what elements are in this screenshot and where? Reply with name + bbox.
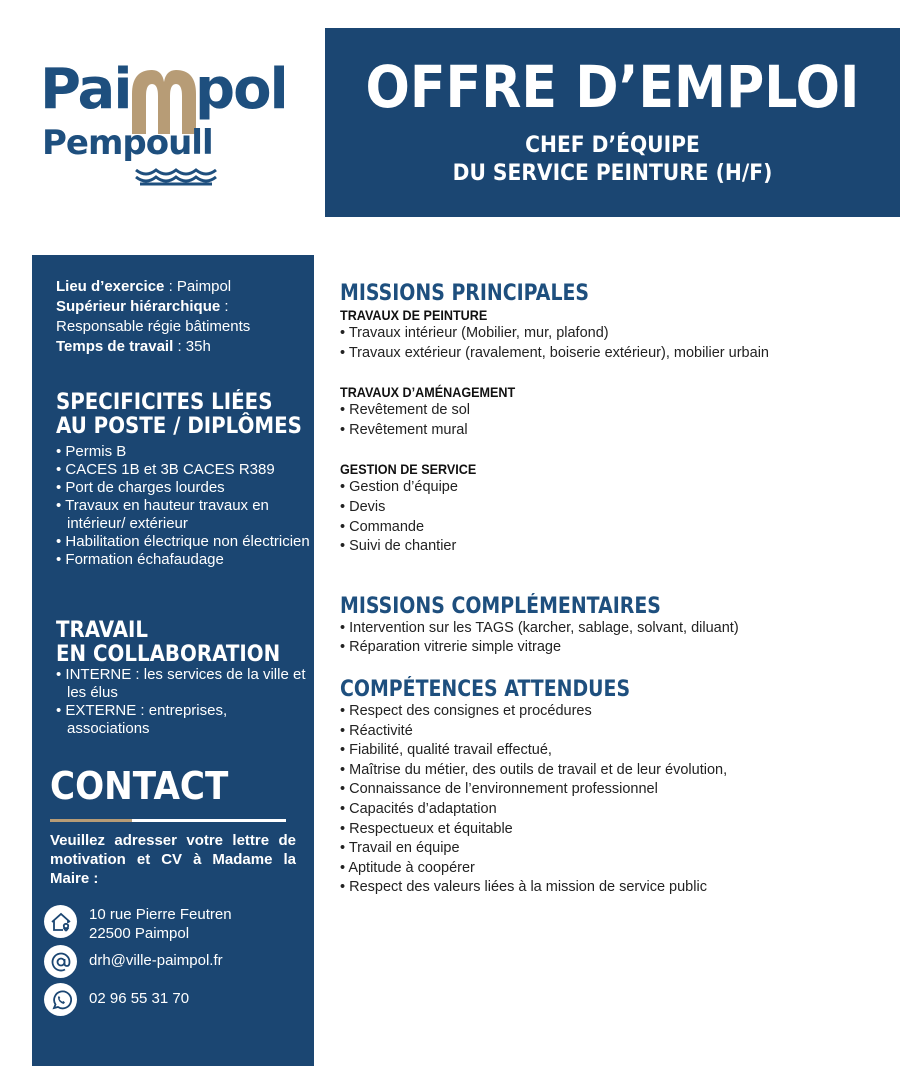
logo-text-pol: pol — [195, 57, 287, 122]
group-heading-gestion: GESTION DE SERVICE — [340, 461, 477, 478]
logo-text-pempoull: Pempoull — [42, 123, 213, 163]
collaboration-heading-line2: EN COLLABORATION — [56, 642, 281, 667]
peinture-list — [340, 324, 895, 363]
list-item: • Respect des valeurs liées à la mission de service public — [340, 878, 895, 898]
list-item: • Travail en équipe — [340, 839, 895, 859]
amenagement-list — [340, 401, 895, 440]
list-item: • Aptitude à coopérer — [340, 859, 895, 879]
info-lieu-label: Lieu d’exercice — [56, 278, 165, 295]
list-item: • Habilitation électrique non électricien — [56, 533, 311, 551]
list-item: • Gestion d’équipe — [340, 478, 895, 498]
collaboration-list — [56, 666, 311, 738]
specificites-heading-line1: SPECIFICITES LIÉES — [56, 390, 273, 415]
info-superieur-label: Supérieur hiérarchique — [56, 298, 221, 315]
info-superieur: Supérieur hiérarchique : — [56, 298, 229, 315]
info-lieu-value: Paimpol — [176, 278, 232, 295]
header-banner — [325, 28, 900, 217]
list-item: • Travaux en hauteur travaux en intérieur/ extérieur — [56, 497, 311, 533]
phone-number[interactable]: 02 96 55 31 70 — [89, 990, 190, 1007]
list-item: • EXTERNE : entreprises, associations — [56, 702, 311, 738]
info-lieu: Lieu d’exercice : Paimpol — [56, 278, 232, 295]
email-link[interactable]: drh@ville-paimpol.fr — [89, 952, 223, 969]
list-item: • Revêtement de sol — [340, 401, 895, 421]
contact-phone — [44, 983, 189, 1016]
contact-heading: CONTACT — [50, 764, 229, 808]
collaboration-heading-line1: TRAVAIL — [56, 618, 149, 643]
competences-list — [340, 702, 895, 898]
list-item: • Port de charges lourdes — [56, 479, 311, 497]
house-location-icon — [44, 905, 77, 938]
specificites-list — [56, 443, 311, 569]
missions-principales-heading: MISSIONS PRINCIPALES — [340, 281, 590, 306]
list-item: • Réparation vitrerie simple vitrage — [340, 638, 895, 658]
list-item: • Revêtement mural — [340, 421, 895, 441]
job-title — [348, 132, 877, 189]
list-item: • Connaissance de l’environnement professionnel — [340, 780, 895, 800]
info-temps-value: 35h — [185, 338, 211, 355]
contact-instructions: Veuillez adresser votre lettre de motivation et CV à Madame la Maire : — [50, 832, 296, 887]
at-sign-icon — [44, 945, 77, 978]
logo-waves-icon — [134, 166, 218, 188]
address-line2: 22500 Paimpol — [89, 925, 190, 942]
specificites-heading — [56, 391, 302, 439]
list-item: • Fiabilité, qualité travail effectué, — [340, 741, 895, 761]
page-title: OFFRE D’EMPLOI — [365, 53, 860, 121]
job-title-line2: DU SERVICE PEINTURE (H/F) — [452, 161, 773, 187]
address-line1: 10 rue Pierre Feutren — [89, 906, 232, 923]
missions-complementaires-heading: MISSIONS COMPLÉMENTAIRES — [340, 593, 661, 619]
list-item: • INTERNE : les services de la ville et les élus — [56, 666, 311, 702]
list-item: • Intervention sur les TAGS (karcher, sablage, solvant, diluant) — [340, 619, 895, 639]
list-item: • Travaux intérieur (Mobilier, mur, plafond) — [340, 324, 895, 344]
list-item: • Maîtrise du métier, des outils de travail et de leur évolution, — [340, 761, 895, 781]
info-temps-label: Temps de travail — [56, 338, 174, 355]
job-info — [56, 277, 250, 357]
info-superieur-value: Responsable régie bâtiments — [56, 318, 251, 335]
contact-email — [44, 945, 223, 978]
info-temps: Temps de travail : 35h — [56, 338, 211, 355]
group-heading-amenagement: TRAVAUX D’AMÉNAGEMENT — [340, 384, 516, 401]
group-heading-peinture: TRAVAUX DE PEINTURE — [340, 307, 488, 323]
list-item: • Travaux extérieur (ravalement, boiserie extérieur), mobilier urbain — [340, 344, 895, 364]
list-item: • Respect des consignes et procédures — [340, 702, 895, 722]
list-item: • Formation échafaudage — [56, 551, 311, 569]
list-item: • Réactivité — [340, 722, 895, 742]
competences-heading: COMPÉTENCES ATTENDUES — [340, 676, 631, 702]
sidebar — [32, 255, 314, 1066]
list-item: • Suivi de chantier — [340, 537, 895, 557]
contact-divider — [50, 819, 286, 822]
paimpol-logo — [40, 57, 302, 192]
main-content — [340, 282, 895, 898]
list-item: • Devis — [340, 498, 895, 518]
list-item: • CACES 1B et 3B CACES R389 — [56, 461, 311, 479]
list-item: • Capacités d’adaptation — [340, 800, 895, 820]
logo-text-pai: Pai — [40, 57, 131, 122]
job-title-line1: CHEF D’ÉQUIPE — [525, 132, 700, 158]
phone-icon — [44, 983, 77, 1016]
list-item: • Respectueux et équitable — [340, 820, 895, 840]
list-item: • Commande — [340, 518, 895, 538]
specificites-heading-line2: AU POSTE / DIPLÔMES — [56, 414, 302, 439]
complementaires-list — [340, 619, 895, 658]
gestion-list — [340, 478, 895, 556]
list-item: • Permis B — [56, 443, 311, 461]
contact-address — [44, 905, 232, 943]
collaboration-heading — [56, 619, 280, 667]
